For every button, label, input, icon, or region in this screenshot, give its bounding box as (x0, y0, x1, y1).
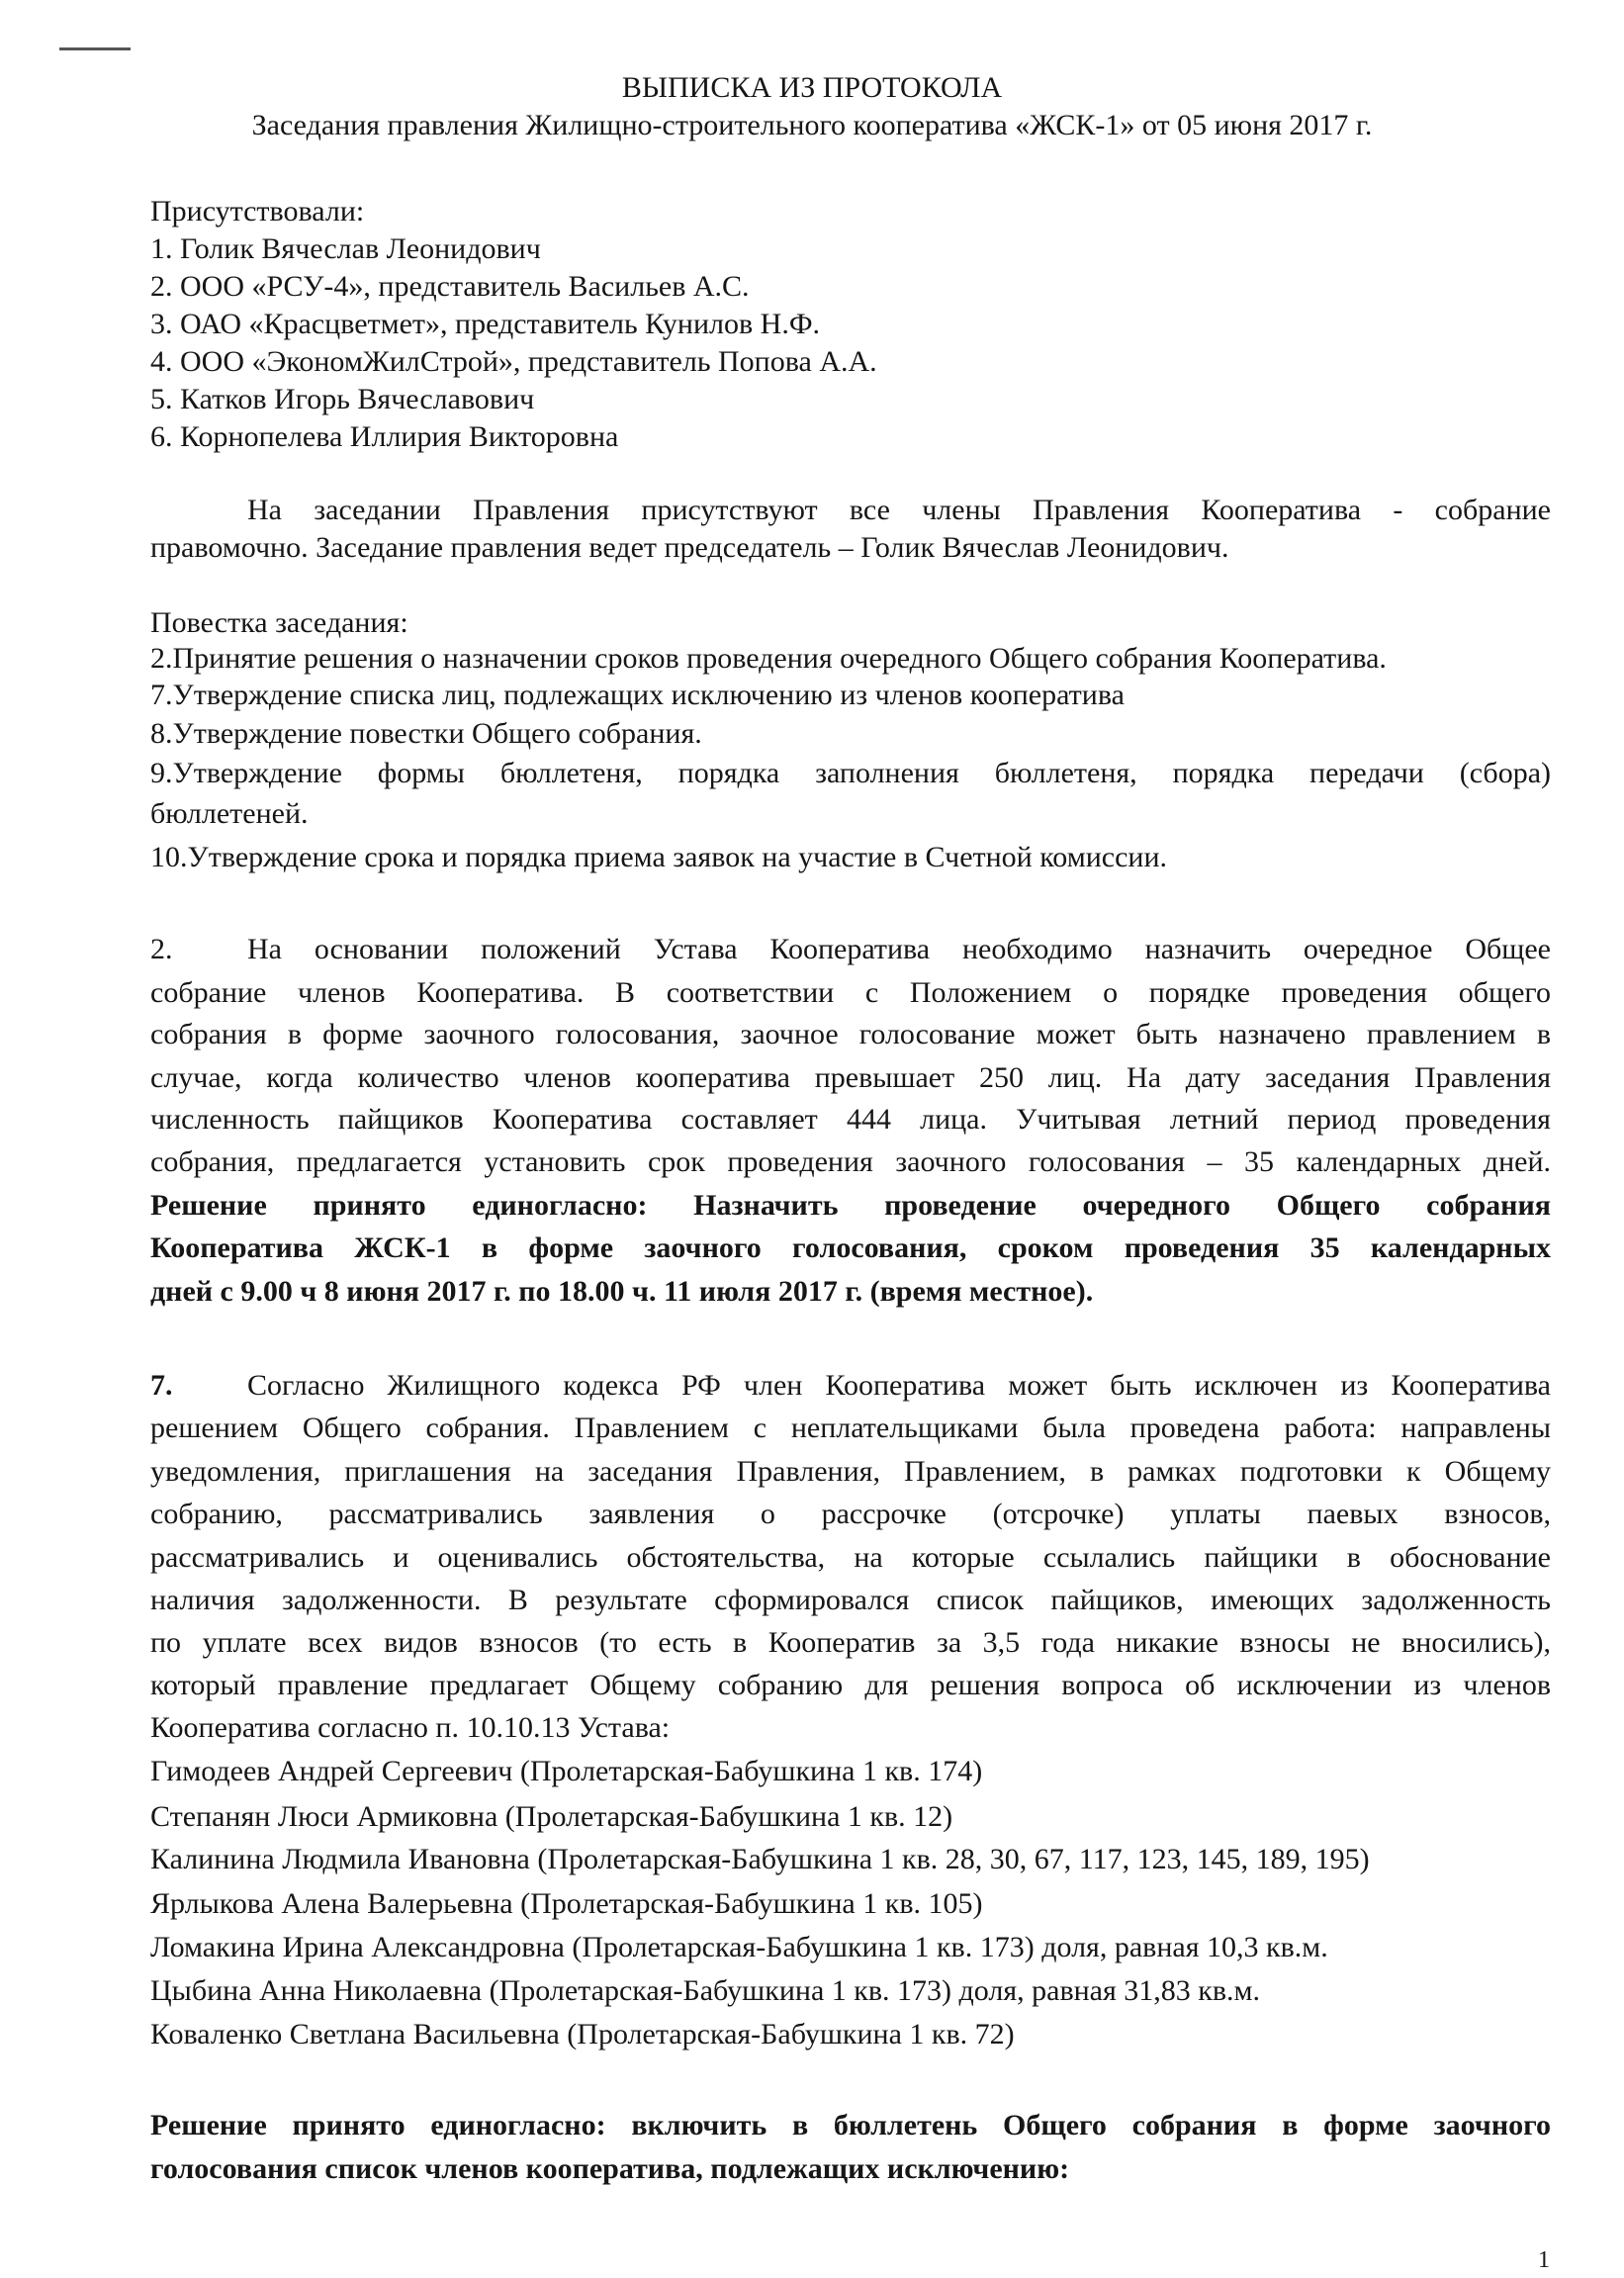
attendee-item: 6. Корнопелева Иллирия Викторовна (150, 420, 619, 453)
item-2-text: собрание членов Кооператива. В соответствии с Положением о порядке проведения общего (150, 976, 1551, 1009)
attendees-heading: Присутствовали: (150, 195, 365, 228)
item-2-number: 2. (150, 933, 173, 965)
document-subtitle: Заседания правления Жилищно-строительного кооператива «ЖСК-1» от 05 июня 2017 г. (251, 109, 1373, 141)
attendee-item: 2. ООО «РСУ-4», представитель Васильев А.С. (150, 270, 750, 303)
agenda-item: бюллетеней. (150, 797, 309, 830)
item-7-text: по уплате всех видов взносов (то есть в Кооператив за 3,5 года никакие взносы не вносились), (150, 1626, 1551, 1659)
item-2-text: собрания в форме заочного голосования, заочное голосование может быть назначено правлением в (150, 1018, 1551, 1050)
document-title: ВЫПИСКА ИЗ ПРОТОКОЛА (621, 71, 1003, 104)
item-7-decision: Решение принято единогласно: включить в бюллетень Общего собрания в форме заочного (150, 2109, 1551, 2141)
quorum-text: На заседании Правления присутствуют все члены Правления Кооператива - собрание (247, 494, 1551, 526)
item-7-text: рассматривались и оценивались обстоятельства, на которые ссылались пайщики в обоснование (150, 1541, 1551, 1574)
item-7-text: который правление предлагает Общему собранию для решения вопроса об исключении из членов (150, 1669, 1551, 1701)
attendee-item: 4. ООО «ЭкономЖилСтрой», представитель Попова А.А. (150, 345, 877, 378)
excluded-member: Коваленко Светлана Васильевна (Пролетарская-Бабушкина 1 кв. 72) (150, 2018, 1015, 2050)
item-7-text: Согласно Жилищного кодекса РФ член Кооператива может быть исключен из Кооператива (247, 1369, 1551, 1402)
attendee-item: 3. ОАО «Красцветмет», представитель Кунилов Н.Ф. (150, 308, 821, 340)
item-7-text: Кооператива согласно п. 10.10.13 Устава: (150, 1711, 671, 1744)
excluded-member: Гимодеев Андрей Сергеевич (Пролетарская-Бабушкина 1 кв. 174) (150, 1755, 983, 1787)
item-7-text: уведомления, приглашения на заседания Правления, Правлением, в рамках подготовки к Общему (150, 1455, 1551, 1488)
page-number: 1 (1538, 2247, 1550, 2273)
item-2-text: численность пайщиков Кооператива составляет 444 лица. Учитывая летний период проведения (150, 1103, 1551, 1136)
item-2-text: собрания, предлагается установить срок проведения заочного голосования – 35 календарных дней. (150, 1145, 1551, 1178)
agenda-item: 9.Утверждение формы бюллетеня, порядка заполнения бюллетеня, порядка передачи (сбора) (150, 757, 1551, 789)
item-7-decision: голосования список членов кооператива, подлежащих исключению: (150, 2152, 1070, 2185)
agenda-heading: Повестка заседания: (150, 606, 408, 639)
agenda-item: 8.Утверждение повестки Общего собрания. (150, 717, 702, 750)
excluded-member: Ломакина Ирина Александровна (Пролетарская-Бабушкина 1 кв. 173) доля, равная 10,3 кв.м. (150, 1931, 1328, 1963)
item-7-number: 7. (150, 1369, 173, 1402)
scan-mark (59, 47, 131, 50)
item-7-text: наличия задолженности. В результате сформировался список пайщиков, имеющих задолженность (150, 1584, 1551, 1616)
item-2-decision: Решение принято единогласно: Назначить проведение очередного Общего собрания (150, 1189, 1551, 1222)
agenda-item: 7.Утверждение списка лиц, подлежащих исключению из членов кооператива (150, 679, 1125, 711)
excluded-member: Ярлыкова Алена Валерьевна (Пролетарская-Бабушкина 1 кв. 105) (150, 1887, 983, 1920)
item-7-text: решением Общего собрания. Правлением с неплательщиками была проведена работа: направлены (150, 1412, 1551, 1444)
item-2-decision: дней с 9.00 ч 8 июня 2017 г. по 18.00 ч. 11 июля 2017 г. (время местное). (150, 1275, 1094, 1308)
item-2-text: случае, когда количество членов кооператива превышает 250 лиц. На дату заседания Правления (150, 1061, 1551, 1094)
excluded-member: Степанян Люси Армиковна (Пролетарская-Бабушкина 1 кв. 12) (150, 1800, 953, 1833)
attendee-item: 1. Голик Вячеслав Леонидович (150, 232, 541, 265)
excluded-member: Калинина Людмила Ивановна (Пролетарская-Бабушкина 1 кв. 28, 30, 67, 117, 123, 145, 189, 195) (150, 1843, 1370, 1875)
agenda-item: 2.Принятие решения о назначении сроков проведения очередного Общего собрания Кооператива. (150, 642, 1387, 675)
agenda-item: 10.Утверждение срока и порядка приема заявок на участие в Счетной комиссии. (150, 841, 1167, 873)
excluded-member: Цыбина Анна Николаевна (Пролетарская-Бабушкина 1 кв. 173) доля, равная 31,83 кв.м. (150, 1974, 1260, 2007)
item-2-text: На основании положений Устава Кооператива необходимо назначить очередное Общее (247, 933, 1551, 965)
item-7-text: собранию, рассматривались заявления о рассрочке (отсрочке) уплаты паевых взносов, (150, 1498, 1551, 1530)
item-2-decision: Кооператива ЖСК-1 в форме заочного голосования, сроком проведения 35 календарных (150, 1231, 1551, 1264)
attendee-item: 5. Катков Игорь Вячеславович (150, 383, 535, 415)
quorum-text: правомочно. Заседание правления ведет председатель – Голик Вячеслав Леонидович. (150, 531, 1229, 564)
